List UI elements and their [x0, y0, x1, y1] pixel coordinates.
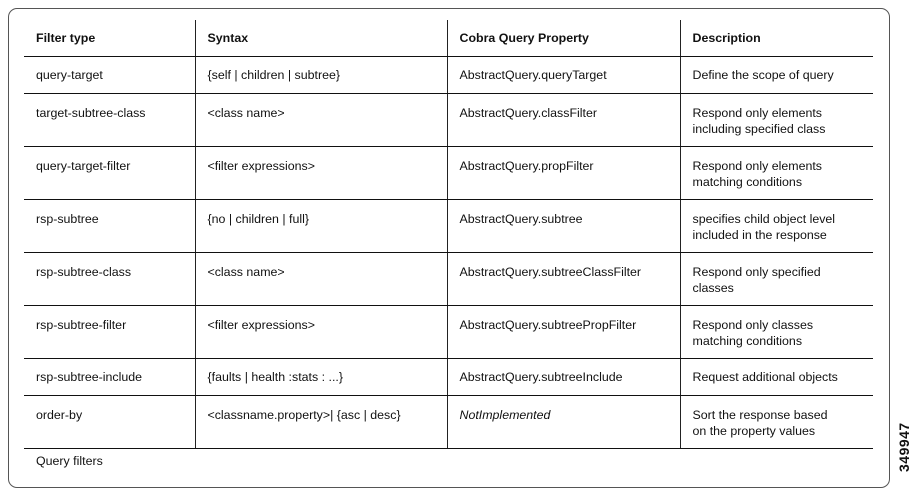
syntax-cell: <class name> — [195, 253, 447, 306]
property-cell: AbstractQuery.queryTarget — [447, 57, 680, 94]
table-row — [24, 359, 873, 396]
syntax-cell: {no | children | full} — [195, 200, 447, 253]
header-description: Description — [680, 20, 873, 57]
description-line: specifies child object level — [692, 212, 836, 226]
table-row — [24, 94, 873, 147]
figure-id: 349947 — [896, 422, 912, 472]
description-line: Respond only elements — [692, 106, 822, 120]
description-cell — [680, 94, 873, 147]
figure-caption: Query filters — [36, 454, 103, 468]
description-line: matching conditions — [692, 334, 803, 348]
syntax-cell: <class name> — [195, 94, 447, 147]
description-line: including specified class — [692, 122, 826, 136]
description-cell — [680, 396, 873, 449]
table-row — [24, 200, 873, 253]
property-cell: AbstractQuery.propFilter — [447, 147, 680, 200]
header-row — [24, 20, 873, 57]
filter-type-cell: rsp-subtree-class — [24, 253, 195, 306]
query-filters-table — [24, 20, 873, 449]
description-cell — [680, 306, 873, 359]
property-cell: AbstractQuery.subtreeInclude — [447, 359, 680, 396]
description-line: on the property values — [692, 424, 816, 438]
property-cell: NotImplemented — [447, 396, 680, 449]
table-row — [24, 396, 873, 449]
syntax-cell: <filter expressions> — [195, 306, 447, 359]
header-filter-type: Filter type — [24, 20, 195, 57]
description-line: matching conditions — [692, 175, 803, 189]
description-line: Respond only specified — [692, 265, 821, 279]
filter-type-cell: order-by — [24, 396, 195, 449]
description-line: Respond only elements — [692, 159, 822, 173]
description-cell: Define the scope of query — [680, 57, 873, 94]
header-syntax: Syntax — [195, 20, 447, 57]
property-cell: AbstractQuery.subtreeClassFilter — [447, 253, 680, 306]
header-cobra-query-property: Cobra Query Property — [447, 20, 680, 57]
filter-type-cell: query-target — [24, 57, 195, 94]
filter-type-cell: target-subtree-class — [24, 94, 195, 147]
table-row — [24, 147, 873, 200]
property-cell: AbstractQuery.classFilter — [447, 94, 680, 147]
syntax-cell: <filter expressions> — [195, 147, 447, 200]
description-cell — [680, 253, 873, 306]
description-line: classes — [692, 281, 734, 295]
description-line: Sort the response based — [692, 408, 828, 422]
property-cell: AbstractQuery.subtreePropFilter — [447, 306, 680, 359]
filter-type-cell: rsp-subtree-filter — [24, 306, 195, 359]
table-row — [24, 253, 873, 306]
syntax-cell: {faults | health :stats : ...} — [195, 359, 447, 396]
table-row — [24, 306, 873, 359]
description-cell: Request additional objects — [680, 359, 873, 396]
description-line: included in the response — [692, 228, 827, 242]
description-line: Respond only classes — [692, 318, 814, 332]
description-cell — [680, 147, 873, 200]
table-row — [24, 57, 873, 94]
description-cell — [680, 200, 873, 253]
syntax-cell: <classname.property>| {asc | desc} — [195, 396, 447, 449]
filter-type-cell: rsp-subtree — [24, 200, 195, 253]
property-cell: AbstractQuery.subtree — [447, 200, 680, 253]
filter-type-cell: rsp-subtree-include — [24, 359, 195, 396]
syntax-cell: {self | children | subtree} — [195, 57, 447, 94]
filter-type-cell: query-target-filter — [24, 147, 195, 200]
